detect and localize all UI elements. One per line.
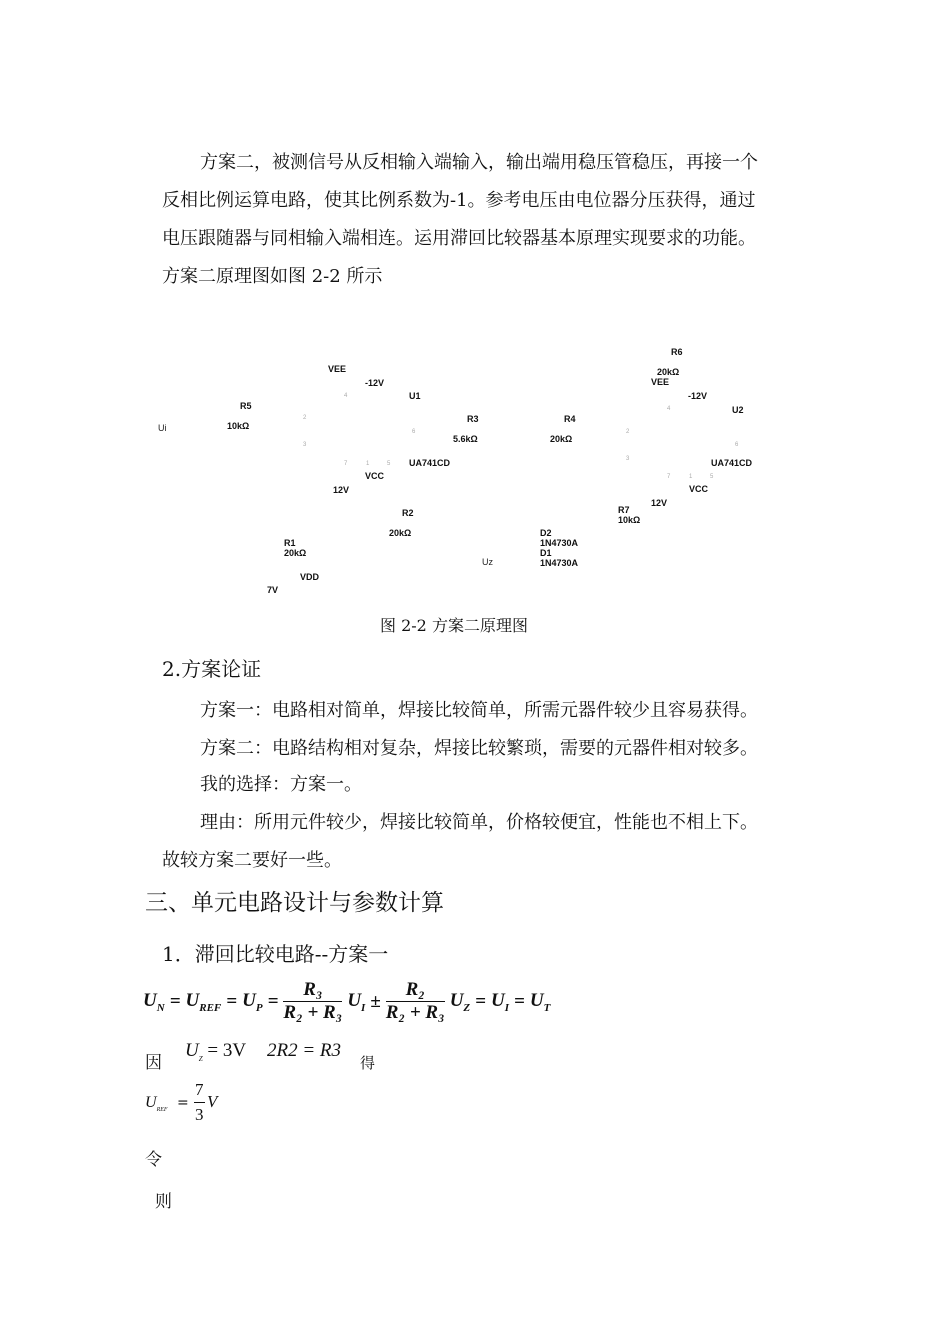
eq-fraction-2: $\frac{\text{R₂}}{\text{R₂ + R₃}}$ [385,979,445,1023]
pin-7b: 7 [667,474,671,480]
label-d2-model: 1N4730A [540,538,579,548]
label-r7: R7 [618,505,630,515]
pin-6b: 6 [735,442,739,448]
argument-reason-2: 故较方案二要好一些。 [162,850,342,871]
uref-fraction-bar [194,1102,205,1103]
pin-2b: 2 [626,429,630,435]
label-r4-value: 20kΩ [550,434,573,444]
label-r5: R5 [240,401,252,411]
label-r3-value: 5.6kΩ [453,434,478,444]
argument-scheme2: 方案二：电路结构相对复杂，焊接比较繁琐，需要的元器件相对较多。 [200,738,758,759]
pin-2a: 2 [303,415,307,421]
eq-uz: $U_Z$ [449,989,471,1014]
de-word: 得 [360,1054,376,1072]
label-r2: R2 [402,508,414,518]
because-word: 因 [145,1053,162,1073]
eq-ut: $U_T$ [529,989,551,1014]
label-uz: Uz [482,557,493,567]
label-r7-value: 10kΩ [618,515,641,525]
pin-4a: 4 [344,393,348,399]
pin-5b: 5 [710,474,714,480]
pin-1a: 1 [366,461,370,467]
eq-sign-1: = [169,990,181,1012]
label-r1-value: 20kΩ [284,548,307,558]
scheme2-line4: 方案二原理图如图 2-2 所示 [162,266,383,287]
eq-ui: $U_I$ [347,989,366,1014]
eq-up: $U_P$ [242,989,263,1014]
label-vcc1: VCC [365,471,385,481]
figure-caption: 图 2-2 方案二原理图 [380,616,528,635]
label-d1-model: 1N4730A [540,558,579,568]
label-vee2-value: -12V [688,391,708,401]
ze-word: 则 [155,1192,172,1212]
uref-numerator: 7 [195,1080,204,1099]
label-vee1: VEE [328,364,347,374]
label-r1: R1 [284,538,296,548]
scheme2-line1: 方案二，被测信号从反相输入端输入，输出端用稳压管稳压，再接一个 [200,152,758,173]
pin-7a: 7 [344,461,348,467]
label-d2: D2 [540,528,552,538]
pin-5a: 5 [387,461,391,467]
pin-3b: 3 [626,456,630,462]
eq-sign-3: = [267,990,279,1012]
hysteresis-equation [143,979,550,1024]
uref-symbol: $U_{REF}$ [145,1094,168,1114]
uref-denominator: 3 [195,1105,204,1124]
label-u2: U2 [732,405,744,415]
argument-reason-1: 理由：所用元件较少，焊接比较简单，价格较便宜，性能也不相上下。 [200,812,758,833]
eq-sign-2: = [226,990,238,1012]
label-u2-model: UA741CD [711,458,753,468]
label-vdd-value: 7V [267,585,279,595]
label-vee1-value: -12V [365,378,385,388]
pin-3a: 3 [303,442,307,448]
eq-fraction-1: $\frac{\text{R₃}}{\text{R₂ + R₃}}$ [283,979,343,1023]
label-vcc2: VCC [689,484,709,494]
pin-4b: 4 [667,406,671,412]
ling-word: 令 [145,1150,162,1170]
uz-value: $U_Z = 3V$ [185,1040,247,1063]
eq-ui-2: $U_I$ [490,989,509,1014]
pin-1b: 1 [689,474,693,480]
eq-sign-5: = [514,990,525,1012]
label-r6-value: 20kΩ [657,367,680,377]
label-vcc2-value: 12V [651,498,668,508]
label-vdd: VDD [300,572,320,582]
argument-choice: 我的选择：方案一。 [200,774,362,795]
uref-equals: = [177,1095,189,1111]
label-vcc1-value: 12V [333,485,350,495]
label-r5-value: 10kΩ [227,421,250,431]
pin-6a: 6 [412,429,416,435]
label-r4: R4 [564,414,576,424]
label-r6: R6 [671,347,683,357]
label-ui: Ui [158,423,167,433]
uref-unit: V [207,1092,218,1111]
label-r2-value: 20kΩ [389,528,412,538]
scheme2-line3: 电压跟随器与同相输入端相连。运用滞回比较器基本原理实现要求的功能。 [162,228,756,249]
scheme2-line2: 反相比例运算电路，使其比例系数为-1。参考电压由电位器分压获得，通过 [162,190,756,211]
label-d1: D1 [540,548,552,558]
resistor-relation: 2R2 = R3 [267,1040,342,1061]
eq-sign-4: = [475,990,486,1012]
label-r3: R3 [467,414,479,424]
label-u1: U1 [409,391,421,401]
section-title: 2.方案论证 [162,657,262,681]
label-u1-model: UA741CD [409,458,451,468]
eq-plus-minus: ± [370,990,381,1012]
eq-uref: $U_{REF}$ [185,989,222,1014]
eq-un: $U_N$ [143,989,165,1014]
label-vee2: VEE [651,377,670,387]
chapter-title: 三、单元电路设计与参数计算 [145,890,444,916]
subsection-title: 1．滞回比较电路--方案一 [162,942,389,966]
argument-scheme1: 方案一：电路相对简单，焊接比较简单，所需元器件较少且容易获得。 [200,700,758,721]
